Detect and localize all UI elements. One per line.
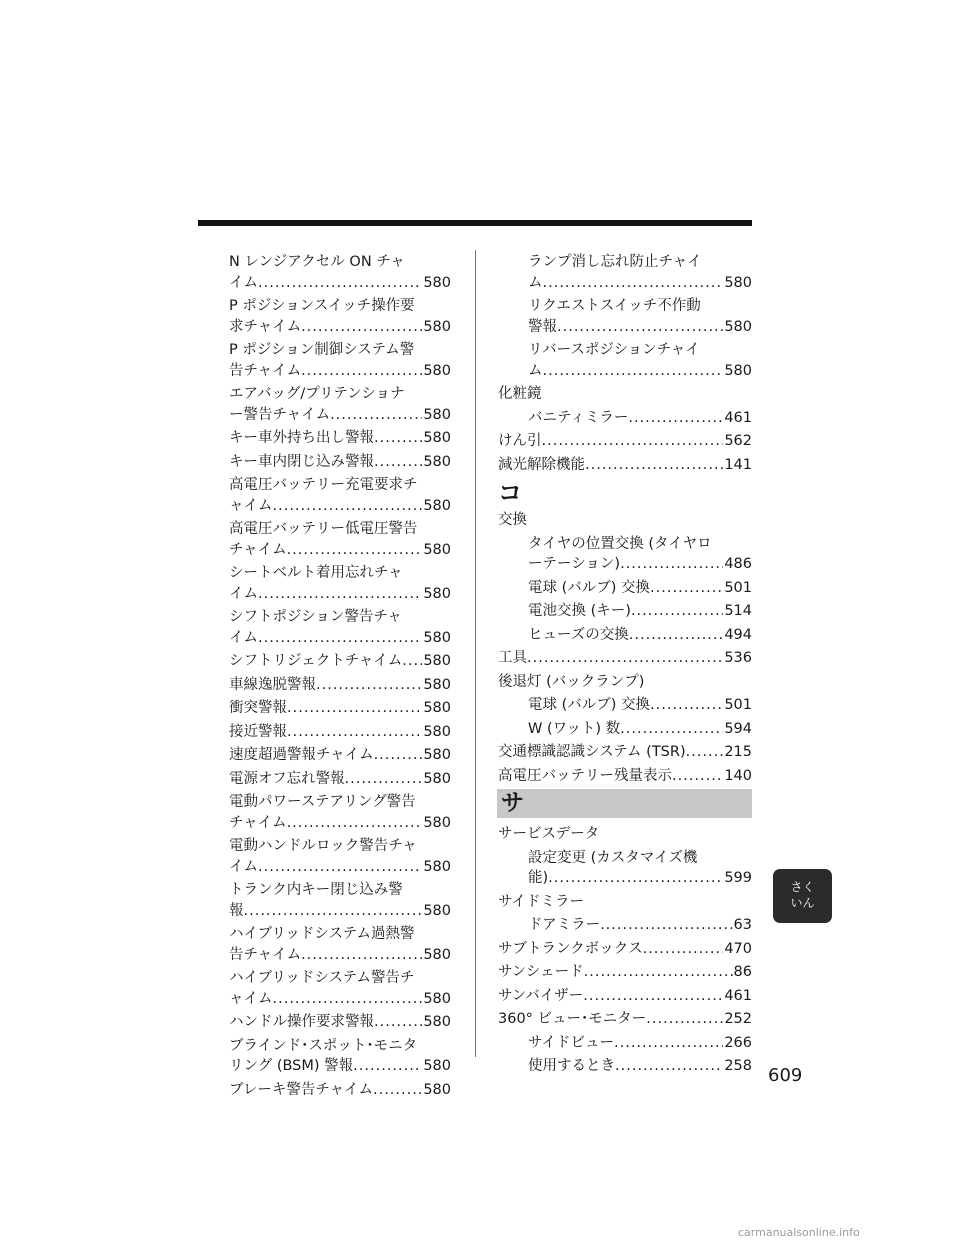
entry-page-ref: 258: [724, 1058, 752, 1074]
dot-leader: [628, 408, 723, 429]
entry-page-ref: 580: [423, 858, 451, 875]
index-entry: [229, 675, 451, 696]
entry-last-line: [229, 1080, 451, 1101]
index-entry: [229, 519, 451, 560]
entry-page-ref: 252: [724, 1011, 752, 1027]
entry-last-line: [528, 695, 752, 716]
index-entry: [229, 252, 451, 293]
dot-leader: [629, 625, 724, 646]
index-block-ko: [498, 510, 752, 786]
entry-page-ref: 501: [724, 579, 752, 596]
entry-term: 電源オフ忘れ警報: [229, 770, 345, 787]
dot-leader: [258, 584, 422, 605]
entry-term: 工具: [498, 650, 527, 666]
entry-term: ドアミラー: [528, 917, 601, 933]
entry-last-line: [229, 361, 451, 382]
entry-last-line: [498, 766, 752, 787]
entry-term: キー車内閉じ込み警報: [229, 453, 374, 470]
dot-leader: [402, 651, 422, 672]
entry-page-ref: 580: [423, 700, 451, 716]
index-block-sa: [498, 824, 752, 1077]
index-entry: [498, 766, 752, 787]
dot-leader: [374, 452, 422, 473]
entry-term: サイドビュー: [528, 1034, 614, 1051]
index-entry: [498, 601, 752, 622]
entry-text-line: リバースポジションチャイ: [528, 342, 700, 358]
entry-page-ref: 580: [423, 1014, 451, 1030]
entry-page-ref: 580: [724, 318, 752, 335]
index-heading: サイドミラー: [498, 893, 584, 910]
entry-page-ref: 580: [423, 770, 451, 787]
index-entry: [229, 1012, 451, 1033]
entry-term: ハンドル操作要求警報: [229, 1014, 374, 1030]
entry-last-line: [498, 455, 752, 476]
entry-text-line: ランプ消し忘れ防止チャイ: [528, 254, 702, 270]
entry-last-line: [528, 915, 752, 936]
dot-leader: [631, 601, 723, 622]
index-entry: [498, 915, 752, 936]
entry-term: バニティミラー: [528, 409, 629, 426]
index-heading: 化粧鏡: [498, 386, 542, 402]
dot-leader: [258, 273, 422, 294]
entry-last-line: [229, 901, 451, 922]
dot-leader: [643, 939, 724, 960]
entry-last-line: [229, 989, 451, 1010]
entry-term: W (ワット) 数: [528, 720, 621, 737]
entry-term: 電球 (バルブ) 交換: [528, 697, 651, 713]
index-entry: [498, 939, 752, 960]
entry-text-line: N レンジアクセル ON チャ: [229, 254, 405, 270]
entry-last-line: [229, 945, 451, 966]
entry-page-ref: 580: [423, 406, 451, 423]
entry-page-ref: 470: [724, 940, 752, 957]
column-divider: [475, 250, 476, 1057]
dot-leader: [287, 813, 423, 834]
entry-term: サンバイザー: [498, 987, 584, 1004]
entry-page-ref: 580: [423, 274, 451, 291]
entry-last-line: [528, 408, 752, 429]
entry-text-line: P ポジションスイッチ操作要: [229, 298, 415, 314]
entry-last-line: [498, 1009, 752, 1030]
entry-last-line: [229, 769, 451, 790]
entry-last-line: [528, 317, 752, 338]
entry-last-line: [528, 273, 752, 294]
entry-term: 警報: [528, 318, 557, 335]
entry-term: チャイム: [229, 541, 287, 558]
entry-term: 求チャイム: [229, 318, 302, 335]
index-entry: [229, 1036, 451, 1077]
entry-term: シフトリジェクトチャイム: [229, 653, 403, 669]
section-heading-sa: サ: [497, 789, 752, 818]
index-entry: [229, 698, 451, 719]
index-entry: [498, 719, 752, 740]
entry-term: 交通標識認識システム (TSR): [498, 744, 686, 760]
entry-last-line: [229, 405, 451, 426]
dot-leader: [258, 628, 422, 649]
index-entry: [229, 563, 451, 604]
index-entry: [498, 1009, 752, 1030]
index-entry: [229, 607, 451, 648]
entry-page-ref: 580: [423, 318, 451, 335]
section-heading-ko: コ: [498, 479, 522, 507]
index-entry: [498, 648, 752, 669]
dot-leader: [273, 989, 423, 1010]
dot-leader: [287, 540, 423, 561]
entry-page-ref: 63: [733, 917, 752, 933]
entry-last-line: [498, 742, 752, 763]
entry-page-ref: 580: [423, 676, 451, 693]
entry-last-line: [229, 675, 451, 696]
entry-page-ref: 266: [724, 1034, 752, 1051]
entry-last-line: [498, 962, 752, 983]
entry-text-line: ブラインド･スポット･モニタ: [229, 1037, 418, 1054]
entry-term: 告チャイム: [229, 946, 302, 963]
entry-last-line: [229, 745, 451, 766]
index-entry: [229, 651, 451, 672]
dot-leader: [373, 1080, 422, 1101]
entry-last-line: [498, 939, 752, 960]
dot-leader: [287, 698, 422, 719]
index-entry: [498, 455, 752, 476]
entry-page-ref: 580: [423, 1058, 451, 1074]
dot-leader: [301, 361, 422, 382]
entry-text-line: シートベルト着用忘れチャ: [229, 565, 403, 581]
entry-term: 報: [229, 902, 244, 919]
index-left-column: [229, 252, 451, 1103]
index-entry: [229, 745, 451, 766]
index-entry: [498, 1033, 752, 1054]
entry-text-line: エアバッグ/プリテンショナ: [229, 386, 405, 402]
index-entry: [229, 475, 451, 516]
side-tab-line1: さく: [790, 880, 815, 894]
dot-leader: [600, 915, 732, 936]
index-block-ka: [498, 252, 752, 475]
entry-last-line: [528, 361, 752, 382]
index-entry: [498, 742, 752, 763]
index-heading: 後退灯 (バックランプ): [498, 673, 645, 690]
entry-text-line: タイヤの位置交換 (タイヤロ: [528, 535, 712, 552]
entry-page-ref: 580: [423, 747, 451, 763]
index-entry: [229, 1080, 451, 1101]
dot-leader: [650, 578, 723, 599]
dot-leader: [542, 431, 724, 452]
entry-page-ref: 461: [724, 987, 752, 1004]
dot-leader: [646, 1009, 723, 1030]
entry-page-ref: 580: [423, 453, 451, 470]
page-number: 609: [768, 1065, 803, 1086]
index-entry: [498, 534, 752, 575]
entry-text-line: 高電圧バッテリー充電要求チ: [229, 477, 418, 493]
entry-term: サンシェード: [498, 964, 584, 980]
entry-last-line: [229, 496, 451, 517]
entry-page-ref: 501: [724, 697, 752, 713]
entry-page-ref: 580: [423, 814, 451, 831]
index-entry: [498, 625, 752, 646]
entry-page-ref: 580: [423, 653, 451, 669]
index-entry: [229, 880, 451, 921]
entry-term: リング (BSM) 警報: [229, 1058, 354, 1074]
index-entry: [229, 296, 451, 337]
dot-leader: [672, 766, 723, 787]
index-entry: [498, 408, 752, 429]
entry-term: 速度超過警報チャイム: [229, 747, 374, 763]
entry-last-line: [498, 986, 752, 1007]
index-entry: [229, 792, 451, 833]
entry-page-ref: 562: [724, 433, 752, 449]
entry-term: ーテーション): [528, 556, 621, 572]
entry-page-ref: 580: [724, 274, 752, 291]
index-entry: [498, 578, 752, 599]
index-entry: [229, 924, 451, 965]
entry-last-line: [528, 1056, 752, 1077]
index-entry: [229, 722, 451, 743]
entry-term: ャイム: [229, 497, 273, 514]
entry-text-line: 高電圧バッテリー低電圧警告: [229, 521, 418, 537]
entry-term: 能): [528, 870, 549, 886]
entry-text-line: 電動ハンドルロック警告チャ: [229, 838, 417, 854]
entry-last-line: [229, 698, 451, 719]
entry-last-line: [229, 540, 451, 561]
entry-term: サブトランクボックス: [498, 940, 643, 957]
entry-page-ref: 580: [423, 497, 451, 514]
entry-last-line: [229, 452, 451, 473]
entry-last-line: [528, 1033, 752, 1054]
dot-leader: [650, 695, 723, 716]
entry-page-ref: 141: [724, 456, 752, 473]
entry-last-line: [229, 813, 451, 834]
dot-leader: [620, 719, 723, 740]
entry-page-ref: 580: [423, 585, 451, 602]
dot-leader: [258, 857, 422, 878]
entry-page-ref: 140: [724, 767, 752, 784]
entry-last-line: [229, 1012, 451, 1033]
entry-text-line: P ポジション制御システム警: [229, 342, 415, 358]
dot-leader: [584, 962, 733, 983]
index-entry: [229, 836, 451, 877]
entry-last-line: [528, 578, 752, 599]
dot-leader: [345, 769, 423, 790]
entry-last-line: [229, 428, 451, 449]
entry-page-ref: 580: [423, 946, 451, 963]
dot-leader: [615, 1056, 723, 1077]
index-side-tab[interactable]: [773, 869, 832, 923]
entry-term: けん引: [498, 433, 542, 449]
entry-term: イム: [229, 629, 258, 646]
index-entry: [498, 695, 752, 716]
entry-page-ref: 580: [423, 629, 451, 646]
entry-term: ム: [528, 274, 543, 291]
entry-term: 車線逸脱警報: [229, 676, 316, 693]
entry-page-ref: 580: [423, 723, 451, 740]
index-entry: [498, 340, 752, 381]
entry-page-ref: 599: [724, 870, 752, 886]
watermark: carmanualsonline.info: [738, 1226, 860, 1239]
dot-leader: [244, 901, 423, 922]
entry-page-ref: 461: [724, 409, 752, 426]
entry-text-line: 電動パワーステアリング警告: [229, 794, 416, 810]
dot-leader: [273, 496, 423, 517]
dot-leader: [543, 361, 724, 382]
dot-leader: [543, 273, 724, 294]
side-tab-line2: いん: [790, 896, 815, 910]
entry-term: ム: [528, 362, 543, 379]
entry-term: ー警告チャイム: [229, 406, 331, 423]
entry-last-line: [528, 554, 752, 575]
entry-text-line: ハイブリッドシステム過熱警: [229, 926, 415, 942]
dot-leader: [614, 1033, 723, 1054]
index-entry: [498, 962, 752, 983]
entry-last-line: [498, 648, 752, 669]
index-entry: [498, 431, 752, 452]
entry-text-line: シフトポジション警告チャ: [229, 609, 402, 625]
entry-term: 減光解除機能: [498, 456, 585, 473]
entry-last-line: [229, 857, 451, 878]
dot-leader: [374, 1012, 422, 1033]
entry-term: イム: [229, 858, 258, 875]
index-entry: [229, 452, 451, 473]
dot-leader: [374, 745, 423, 766]
entry-page-ref: 580: [423, 990, 451, 1007]
dot-leader: [301, 317, 422, 338]
entry-term: 高電圧バッテリー残量表示: [498, 767, 672, 784]
dot-leader: [686, 742, 724, 763]
dot-leader: [583, 986, 723, 1007]
entry-term: ャイム: [229, 990, 273, 1007]
entry-text-line: ハイブリッドシステム警告チ: [229, 970, 415, 986]
dot-leader: [557, 317, 723, 338]
entry-page-ref: 215: [724, 744, 752, 760]
entry-page-ref: 580: [423, 902, 451, 919]
dot-leader: [316, 675, 422, 696]
entry-text-line: リクエストスイッチ不作動: [528, 298, 701, 314]
index-entry: [229, 384, 451, 425]
index-heading: サービスデータ: [498, 826, 600, 842]
entry-term: イム: [229, 274, 258, 291]
entry-last-line: [528, 625, 752, 646]
entry-last-line: [528, 601, 752, 622]
entry-page-ref: 580: [724, 362, 752, 379]
entry-page-ref: 580: [423, 1081, 451, 1098]
entry-term: キー車外持ち出し警報: [229, 430, 374, 446]
entry-page-ref: 594: [724, 720, 752, 737]
index-entry: [498, 986, 752, 1007]
entry-page-ref: 580: [423, 541, 451, 558]
entry-last-line: [229, 317, 451, 338]
index-heading: 交換: [498, 512, 527, 528]
entry-last-line: [229, 1056, 451, 1077]
entry-term: 電球 (バルブ) 交換: [528, 579, 651, 596]
entry-last-line: [229, 722, 451, 743]
entry-page-ref: 580: [423, 362, 451, 379]
index-entry: [229, 428, 451, 449]
index-entry: [498, 1056, 752, 1077]
entry-text-line: 設定変更 (カスタマイズ機: [528, 849, 698, 866]
entry-page-ref: 486: [724, 556, 752, 572]
entry-last-line: [229, 628, 451, 649]
entry-page-ref: 536: [724, 650, 752, 666]
dot-leader: [330, 405, 422, 426]
entry-page-ref: 514: [724, 603, 752, 619]
entry-last-line: [498, 431, 752, 452]
index-entry: [498, 848, 752, 889]
entry-term: 電池交換 (キー): [528, 603, 631, 619]
entry-text-line: トランク内キー閉じ込み警: [229, 882, 403, 898]
dot-leader: [527, 648, 723, 669]
entry-term: ヒューズの交換: [528, 626, 629, 643]
entry-term: 360° ビュー･モニター: [498, 1011, 647, 1027]
index-right-column: [498, 252, 752, 1080]
entry-last-line: [229, 584, 451, 605]
entry-term: 接近警報: [229, 723, 287, 740]
dot-leader: [374, 428, 422, 449]
entry-last-line: [229, 651, 451, 672]
entry-term: 告チャイム: [229, 362, 302, 379]
entry-last-line: [528, 719, 752, 740]
index-entry: [229, 340, 451, 381]
entry-page-ref: 494: [724, 626, 752, 643]
entry-page-ref: 86: [733, 964, 752, 980]
dot-leader: [287, 722, 422, 743]
index-entry: [229, 769, 451, 790]
index-entry: [498, 252, 752, 293]
entry-last-line: [528, 868, 752, 889]
top-rule: [198, 220, 752, 226]
dot-leader: [585, 455, 723, 476]
entry-term: 使用するとき: [528, 1058, 615, 1074]
entry-page-ref: 580: [423, 430, 451, 446]
entry-term: チャイム: [229, 814, 287, 831]
dot-leader: [620, 554, 723, 575]
dot-leader: [353, 1056, 422, 1077]
entry-term: 衝突警報: [229, 700, 287, 716]
entry-last-line: [229, 273, 451, 294]
index-entry: [498, 296, 752, 337]
entry-term: イム: [229, 585, 258, 602]
dot-leader: [301, 945, 422, 966]
entry-term: ブレーキ警告チャイム: [229, 1081, 373, 1098]
dot-leader: [548, 868, 723, 889]
index-entry: [229, 968, 451, 1009]
